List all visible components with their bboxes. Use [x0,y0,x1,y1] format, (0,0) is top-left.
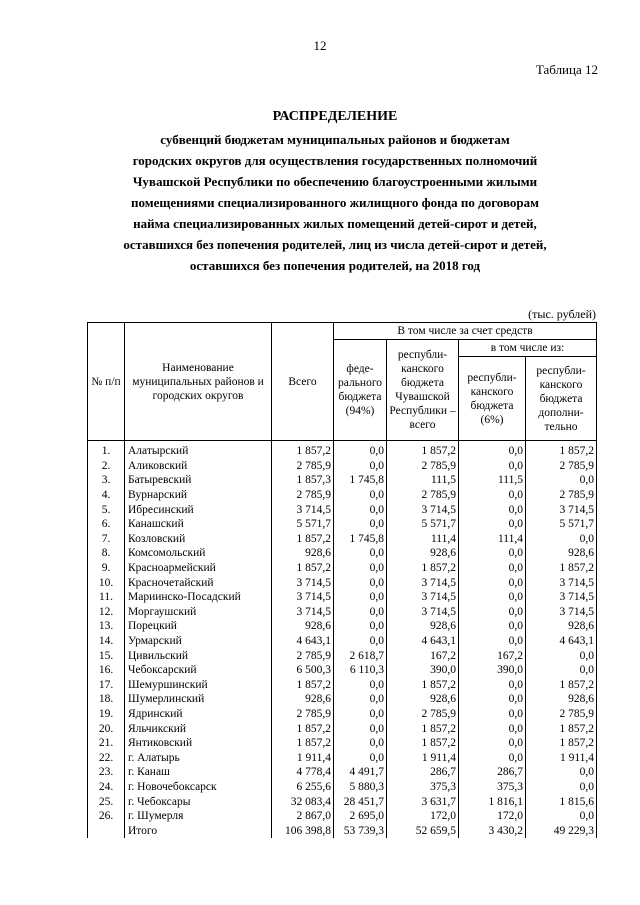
row-total: 1 857,2 [272,441,334,459]
row-total: 2 785,9 [272,459,334,474]
row-number: 5. [88,502,125,517]
table-row [88,517,597,532]
row-total: 3 714,5 [272,502,334,517]
total-row-total: 106 398,8 [272,823,334,838]
row-number: 11. [88,590,125,605]
title-main: РАСПРЕДЕЛЕНИЕ [272,109,398,124]
row-name: Вурнарский [125,488,272,503]
row-name: Ибресинский [125,502,272,517]
row-name: Чебоксарский [125,663,272,678]
row-number: 22. [88,750,125,765]
row-republic-extra: 3 714,5 [526,605,597,620]
row-federal: 0,0 [334,619,387,634]
row-republic-6: 0,0 [459,721,526,736]
row-republic-6: 0,0 [459,459,526,474]
row-number: 10. [88,575,125,590]
table-row [88,532,597,547]
row-total: 2 785,9 [272,707,334,722]
row-republic-extra: 0,0 [526,532,597,547]
row-republic-6: 0,0 [459,692,526,707]
row-federal: 28 451,7 [334,794,387,809]
row-total: 5 571,7 [272,517,334,532]
row-republic-total: 5 571,7 [387,517,459,532]
row-republic-6: 0,0 [459,517,526,532]
row-name: Шемуршинский [125,678,272,693]
row-republic-extra: 928,6 [526,546,597,561]
row-name: Цивильский [125,648,272,663]
table-row [88,809,597,824]
row-federal: 0,0 [334,634,387,649]
row-republic-total: 1 911,4 [387,750,459,765]
row-federal: 0,0 [334,692,387,707]
row-name: г. Канаш [125,765,272,780]
row-republic-extra: 3 714,5 [526,575,597,590]
row-republic-6: 0,0 [459,590,526,605]
row-republic-extra: 4 643,1 [526,634,597,649]
header-name: Наименование муниципальных районов и городских округов [125,323,272,441]
row-name: Красночетайский [125,575,272,590]
row-federal: 0,0 [334,517,387,532]
row-republic-total: 1 857,2 [387,678,459,693]
header-incl-from: в том числе из: [459,340,597,357]
row-republic-extra: 2 785,9 [526,707,597,722]
row-name: г. Шумерля [125,809,272,824]
header-num: № п/п [88,323,125,441]
row-republic-total: 1 857,2 [387,736,459,751]
row-name: Порецкий [125,619,272,634]
table-label: Таблица 12 [535,62,598,77]
row-federal: 0,0 [334,590,387,605]
table-row [88,575,597,590]
row-republic-extra: 1 857,2 [526,561,597,576]
row-republic-total: 1 857,2 [387,721,459,736]
row-federal: 0,0 [334,546,387,561]
row-republic-6: 0,0 [459,575,526,590]
row-number: 2. [88,459,125,474]
row-federal: 0,0 [334,575,387,590]
row-number: 15. [88,648,125,663]
row-republic-6: 286,7 [459,765,526,780]
row-federal: 0,0 [334,561,387,576]
row-republic-extra: 0,0 [526,663,597,678]
row-number: 26. [88,809,125,824]
total-row-federal: 53 739,3 [334,823,387,838]
row-number: 13. [88,619,125,634]
row-republic-6: 390,0 [459,663,526,678]
table-row [88,692,597,707]
row-republic-6: 0,0 [459,678,526,693]
table-row [88,459,597,474]
total-row [88,823,597,838]
row-total: 2 867,0 [272,809,334,824]
row-federal: 0,0 [334,736,387,751]
row-name: Канашский [125,517,272,532]
row-federal: 0,0 [334,707,387,722]
row-total: 4 778,4 [272,765,334,780]
row-number: 23. [88,765,125,780]
row-republic-6: 111,5 [459,473,526,488]
table-row [88,546,597,561]
row-number: 1. [88,441,125,459]
row-republic-extra: 0,0 [526,809,597,824]
row-republic-extra: 0,0 [526,473,597,488]
row-total: 1 857,2 [272,736,334,751]
row-federal: 2 618,7 [334,648,387,663]
table-row [88,473,597,488]
row-number: 16. [88,663,125,678]
row-number: 19. [88,707,125,722]
units-label: (тыс. рублей) [528,307,596,321]
row-republic-6: 0,0 [459,488,526,503]
row-total: 6 255,6 [272,780,334,795]
row-number: 14. [88,634,125,649]
row-total: 1 911,4 [272,750,334,765]
table-row [88,750,597,765]
table-row [88,634,597,649]
row-total: 3 714,5 [272,575,334,590]
row-federal: 1 745,8 [334,532,387,547]
distribution-table [87,322,597,838]
row-total: 1 857,2 [272,678,334,693]
title-line: найма специализированных жилых помещений детей-сирот и детей, [133,216,537,231]
row-republic-total: 3 631,7 [387,794,459,809]
table-row [88,605,597,620]
row-number: 3. [88,473,125,488]
table-row [88,441,597,459]
row-number: 12. [88,605,125,620]
row-republic-6: 0,0 [459,502,526,517]
row-number: 24. [88,780,125,795]
row-republic-total: 2 785,9 [387,707,459,722]
row-federal: 0,0 [334,459,387,474]
row-republic-total: 1 857,2 [387,441,459,459]
row-federal: 0,0 [334,441,387,459]
row-republic-6: 1 816,1 [459,794,526,809]
row-republic-total: 390,0 [387,663,459,678]
row-total: 2 785,9 [272,488,334,503]
row-federal: 1 745,8 [334,473,387,488]
table-row [88,794,597,809]
row-republic-extra: 3 714,5 [526,502,597,517]
title-line: городских округов для осуществления государственных полномочий [132,153,538,168]
page-number: 12 [313,38,327,53]
row-republic-6: 0,0 [459,736,526,751]
table-row [88,721,597,736]
row-total: 2 785,9 [272,648,334,663]
header-republic-extra: республи-канского бюджета дополни-тельно [526,357,597,441]
row-republic-6: 0,0 [459,605,526,620]
header-total: Всего [272,323,334,441]
row-federal: 0,0 [334,678,387,693]
row-number: 21. [88,736,125,751]
row-name: Ядринский [125,707,272,722]
row-republic-extra: 1 857,2 [526,736,597,751]
row-republic-total: 167,2 [387,648,459,663]
total-row-name: Итого [125,823,272,838]
row-name: Аликовский [125,459,272,474]
row-name: Алатырский [125,441,272,459]
row-republic-6: 375,3 [459,780,526,795]
header-federal: феде-рального бюджета (94%) [334,340,387,441]
row-republic-extra: 928,6 [526,619,597,634]
row-federal: 0,0 [334,488,387,503]
table-row [88,648,597,663]
row-total: 1 857,3 [272,473,334,488]
table-row [88,619,597,634]
row-republic-6: 0,0 [459,561,526,576]
row-republic-extra: 2 785,9 [526,459,597,474]
header-republic-6: республи-канского бюджета (6%) [459,357,526,441]
row-republic-total: 375,3 [387,780,459,795]
row-republic-total: 172,0 [387,809,459,824]
row-republic-extra: 2 785,9 [526,488,597,503]
table-row [88,678,597,693]
row-republic-total: 1 857,2 [387,561,459,576]
total-row-republic-6: 3 430,2 [459,823,526,838]
row-total: 6 500,3 [272,663,334,678]
row-republic-total: 928,6 [387,692,459,707]
table-row [88,765,597,780]
row-republic-extra: 928,6 [526,692,597,707]
row-republic-6: 0,0 [459,546,526,561]
row-republic-6: 111,4 [459,532,526,547]
table-row [88,488,597,503]
row-total: 4 643,1 [272,634,334,649]
row-republic-total: 111,5 [387,473,459,488]
row-name: Батыревский [125,473,272,488]
row-republic-total: 286,7 [387,765,459,780]
row-republic-extra: 3 714,5 [526,590,597,605]
row-republic-total: 3 714,5 [387,590,459,605]
row-republic-total: 4 643,1 [387,634,459,649]
row-total: 1 857,2 [272,532,334,547]
row-total: 1 857,2 [272,721,334,736]
row-total: 928,6 [272,619,334,634]
row-name: Красноармейский [125,561,272,576]
row-republic-extra: 1 857,2 [526,441,597,459]
row-name: Яльчикский [125,721,272,736]
title-line: помещениями специализированного жилищного фонда по договорам [131,195,539,210]
row-number: 18. [88,692,125,707]
row-republic-extra: 0,0 [526,780,597,795]
header-incl-sources: В том числе за счет средств [334,323,597,340]
table-row [88,736,597,751]
row-republic-6: 167,2 [459,648,526,663]
row-federal: 0,0 [334,750,387,765]
row-republic-extra: 0,0 [526,648,597,663]
table-row [88,780,597,795]
table-row [88,663,597,678]
row-total: 32 083,4 [272,794,334,809]
row-total: 3 714,5 [272,605,334,620]
total-row-number [88,823,125,838]
row-federal: 4 491,7 [334,765,387,780]
total-row-republic-total: 52 659,5 [387,823,459,838]
row-name: Моргаушский [125,605,272,620]
row-federal: 0,0 [334,502,387,517]
row-total: 928,6 [272,546,334,561]
row-name: г. Чебоксары [125,794,272,809]
row-republic-6: 0,0 [459,619,526,634]
row-federal: 5 880,3 [334,780,387,795]
row-number: 7. [88,532,125,547]
row-republic-total: 3 714,5 [387,575,459,590]
row-republic-extra: 1 857,2 [526,678,597,693]
row-number: 20. [88,721,125,736]
row-name: Мариинско-Посадский [125,590,272,605]
row-name: Комсомольский [125,546,272,561]
row-republic-total: 2 785,9 [387,488,459,503]
row-federal: 6 110,3 [334,663,387,678]
row-number: 8. [88,546,125,561]
row-number: 17. [88,678,125,693]
row-republic-total: 3 714,5 [387,502,459,517]
row-name: г. Алатырь [125,750,272,765]
row-number: 25. [88,794,125,809]
row-republic-6: 0,0 [459,634,526,649]
row-republic-6: 0,0 [459,441,526,459]
row-name: Янтиковский [125,736,272,751]
row-federal: 0,0 [334,605,387,620]
title-line: субвенций бюджетам муниципальных районов и бюджетам [160,132,510,147]
title-line: Чувашской Республики по обеспечению благоустроенными жилыми [132,174,538,189]
document-title [70,106,600,276]
row-republic-extra: 1 857,2 [526,721,597,736]
row-number: 9. [88,561,125,576]
row-republic-total: 928,6 [387,619,459,634]
table-row [88,502,597,517]
table-body [88,441,597,839]
row-republic-extra: 0,0 [526,765,597,780]
row-federal: 0,0 [334,721,387,736]
row-republic-total: 3 714,5 [387,605,459,620]
row-number: 6. [88,517,125,532]
row-republic-total: 111,4 [387,532,459,547]
row-total: 1 857,2 [272,561,334,576]
row-name: Козловский [125,532,272,547]
row-republic-total: 928,6 [387,546,459,561]
row-name: Урмарский [125,634,272,649]
title-line: оставшихся без попечения родителей, на 2018 год [189,258,481,273]
row-number: 4. [88,488,125,503]
table-row [88,707,597,722]
row-federal: 2 695,0 [334,809,387,824]
row-name: Шумерлинский [125,692,272,707]
table-row [88,590,597,605]
row-republic-6: 172,0 [459,809,526,824]
total-row-republic-extra: 49 229,3 [526,823,597,838]
title-line: оставшихся без попечения родителей, лиц из числа детей-сирот и детей, [123,237,547,252]
row-total: 3 714,5 [272,590,334,605]
row-republic-total: 2 785,9 [387,459,459,474]
row-name: г. Новочебоксарск [125,780,272,795]
row-republic-extra: 1 815,6 [526,794,597,809]
row-republic-extra: 5 571,7 [526,517,597,532]
header-republic-total: республи-канского бюджета Чувашской Республики – всего [387,340,459,441]
row-republic-extra: 1 911,4 [526,750,597,765]
row-total: 928,6 [272,692,334,707]
row-republic-6: 0,0 [459,707,526,722]
row-republic-6: 0,0 [459,750,526,765]
table-row [88,561,597,576]
